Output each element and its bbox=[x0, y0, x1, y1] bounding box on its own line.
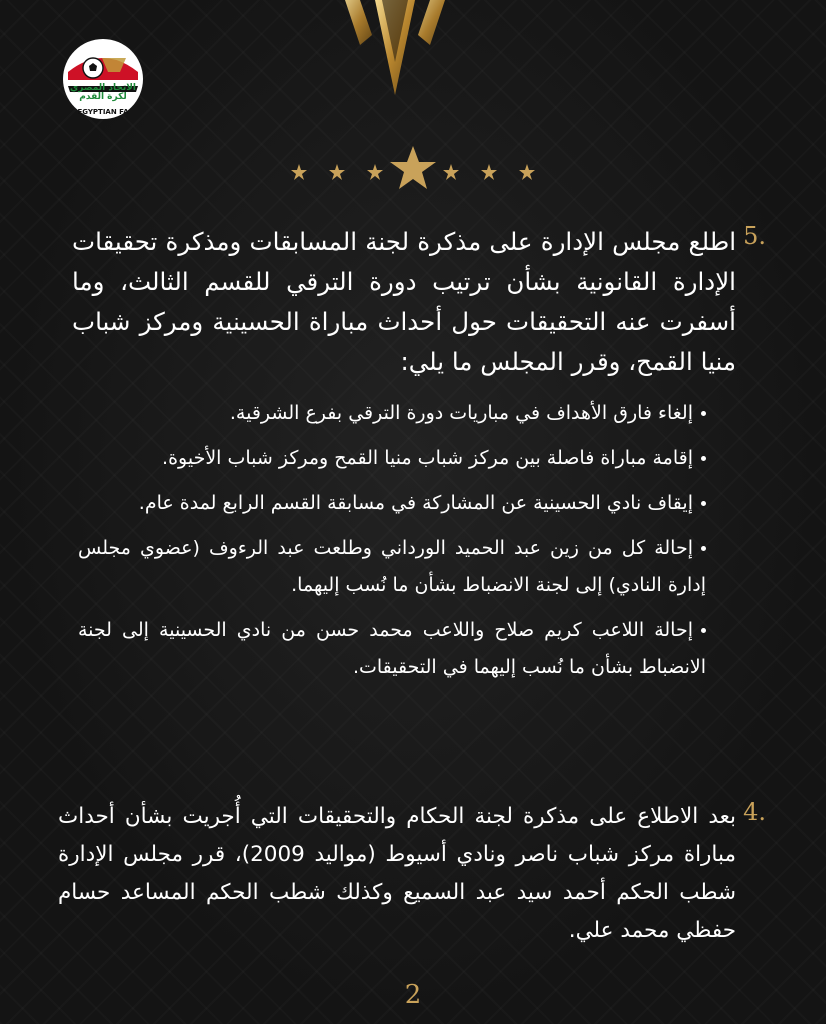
section-5-intro: اطلع مجلس الإدارة على مذكرة لجنة المسابقات ومذكرة تحقيقات الإدارة القانونية بشأن ترتيب دورة الترقي للقسم الثالث، وما أسفرت عنه التحقيقات حول أحداث مباراة الحسينية ومركز شباب منيا القمح، وقرر المجلس ما يلي: bbox=[72, 227, 736, 376]
section-4-text: بعد الاطلاع على مذكرة لجنة الحكام والتحقيقات التي أُجريت بشأن أحداث مباراة مركز شباب ناصر ونادي أسيوط (مواليد 2009)، قرر مجلس الإدارة شطب الحكم أحمد سيد عبد السميع وكذلك شطب الحكم المساعد حسام حفظي محمد علي. bbox=[58, 804, 736, 943]
list-item: إحالة اللاعب كريم صلاح واللاعب محمد حسن من نادي الحسينية إلى لجنة الانضباط بشأن ما نُسب إليهما في التحقيقات. bbox=[78, 619, 706, 678]
bullet-icon bbox=[701, 501, 706, 506]
bullet-icon bbox=[701, 546, 706, 551]
logo-arabic-text: الاتحاد المصري لكرة القدم bbox=[70, 83, 136, 103]
bullet-icon bbox=[701, 456, 706, 461]
page-number: 2 bbox=[404, 980, 422, 1010]
section-4-number: 4. bbox=[743, 798, 766, 826]
list-item: إقامة مباراة فاصلة بين مركز شباب منيا القمح ومركز شباب الأخيوة. bbox=[78, 440, 706, 477]
logo-english-text: EGYPTIAN FA bbox=[77, 108, 129, 116]
list-item: إيقاف نادي الحسينية عن المشاركة في مسابقة القسم الرابع لمدة عام. bbox=[78, 485, 706, 522]
ribbon-ornament-icon bbox=[320, 0, 470, 100]
bullet-icon bbox=[701, 411, 706, 416]
bullet-icon bbox=[701, 628, 706, 633]
star-row-icon bbox=[285, 142, 541, 192]
decision-list bbox=[78, 395, 706, 694]
list-item: إحالة كل من زين عبد الحميد الورداني وطلعت عبد الرءوف (عضوي مجلس إدارة النادي) إلى لجنة الانضباط بشأن ما نُسب إليهما. bbox=[78, 537, 706, 596]
section-5-number: 5. bbox=[743, 222, 766, 250]
list-item: إلغاء فارق الأهداف في مباريات دورة الترقي بفرع الشرقية. bbox=[78, 395, 706, 432]
